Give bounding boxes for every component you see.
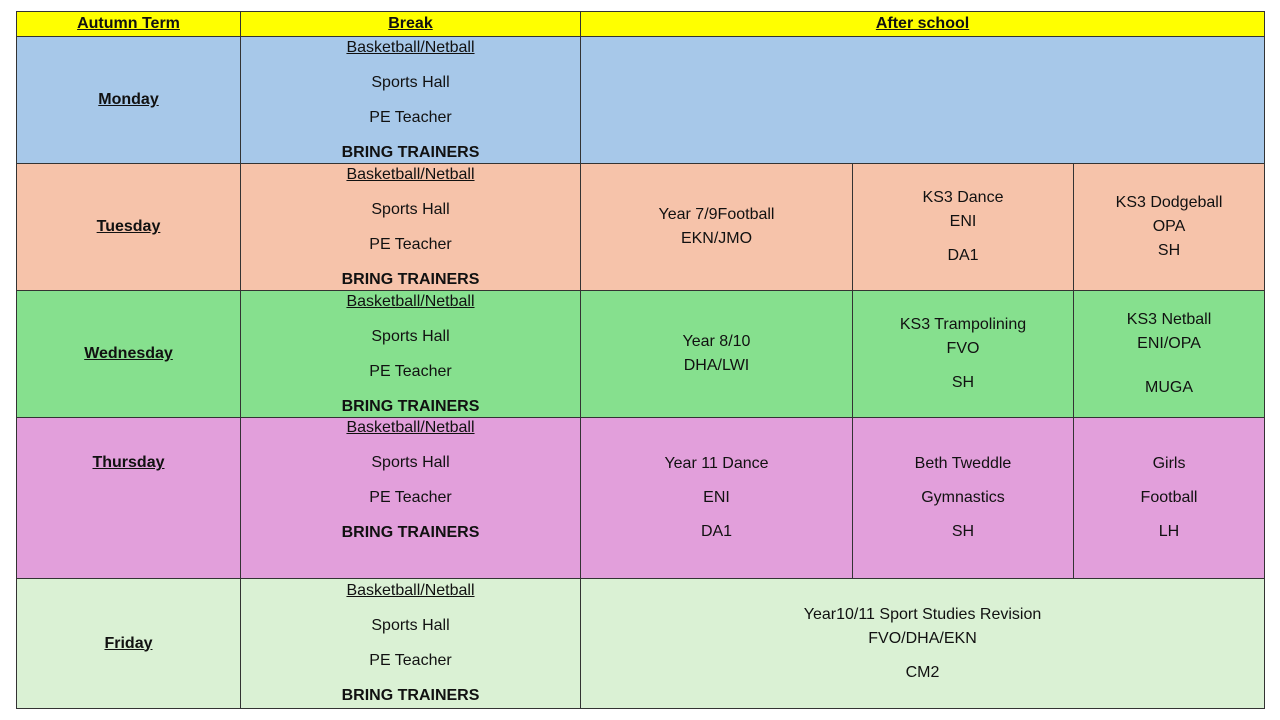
tuesday-row [17,164,1265,291]
activity-cell [581,579,1265,709]
break-staff: PE Teacher [369,108,452,126]
break-activity: Basketball/Netball [346,582,475,599]
activity-location: DA1 [947,247,979,264]
activity-cell [581,291,853,418]
activity-staff: ENI/OPA [1137,335,1201,352]
break-note: BRING TRAINERS [341,397,480,415]
activity-location: SH [951,374,975,391]
activity-name: Girls [1152,455,1186,472]
break-note: BRING TRAINERS [341,143,480,161]
activity-location: CM2 [905,663,940,681]
autumn-term-timetable [16,11,1265,709]
break-activity: Basketball/Netball [346,165,475,183]
break-staff: PE Teacher [369,652,452,669]
activity-cell [1074,164,1265,291]
break-location: Sports Hall [371,73,450,91]
break-location: Sports Hall [371,200,450,218]
activity-name: Year 7/9Football [658,206,775,223]
activity-name: KS3 Dance [922,189,1004,206]
header-row [17,12,1265,37]
break-note: BRING TRAINERS [341,524,480,541]
break-cell [241,164,581,291]
activity-cell [1074,291,1265,418]
activity-name: Year 8/10 [682,333,751,350]
thursday-row [17,418,1265,579]
break-cell [241,579,581,709]
header-term: Autumn Term [17,12,241,37]
break-cell [241,37,581,164]
day-monday: Monday [17,37,241,164]
day-tuesday: Tuesday [17,164,241,291]
activity-staff: EKN/JMO [680,230,753,247]
break-staff: PE Teacher [369,362,452,380]
header-after-school: After school [581,12,1265,37]
activity-name: KS3 Trampolining [899,316,1027,333]
activity-name: KS3 Dodgeball [1115,194,1223,211]
break-location: Sports Hall [371,454,450,471]
break-cell [241,418,581,579]
monday-row [17,37,1265,164]
day-thursday: Thursday [17,418,241,579]
break-staff: PE Teacher [369,235,452,253]
activity-location: MUGA [1145,379,1194,396]
activity-cell [581,164,853,291]
activity-detail: Gymnastics [921,489,1005,506]
activity-cell [853,164,1074,291]
break-activity: Basketball/Netball [346,292,475,310]
after-school-empty [581,37,1265,164]
activity-cell [853,291,1074,418]
activity-staff: ENI [949,213,977,230]
activity-location: SH [1157,242,1181,259]
break-note: BRING TRAINERS [341,687,480,704]
friday-row [17,579,1265,709]
break-activity: Basketball/Netball [346,38,475,56]
activity-cell [853,418,1074,579]
day-friday: Friday [17,579,241,709]
activity-name: Year10/11 Sport Studies Revision [803,605,1042,623]
break-location: Sports Hall [371,617,450,634]
day-wednesday: Wednesday [17,291,241,418]
break-staff: PE Teacher [369,489,452,506]
break-cell [241,291,581,418]
wednesday-row [17,291,1265,418]
activity-location: LH [1158,523,1180,540]
activity-location: SH [951,523,975,540]
break-note: BRING TRAINERS [341,270,480,288]
activity-name: KS3 Netball [1126,311,1212,328]
activity-staff: ENI [703,489,730,506]
activity-cell [1074,418,1265,579]
break-location: Sports Hall [371,327,450,345]
activity-cell [581,418,853,579]
activity-staff: OPA [1152,218,1186,235]
activity-location: DA1 [700,523,733,540]
activity-staff: FVO/DHA/EKN [868,629,977,647]
break-activity: Basketball/Netball [346,419,475,436]
header-break: Break [241,12,581,37]
activity-detail: Football [1140,489,1198,506]
activity-staff: FVO [946,340,980,357]
activity-staff: DHA/LWI [683,357,750,374]
activity-name: Year 11 Dance [664,455,769,472]
activity-name: Beth Tweddle [914,455,1012,472]
